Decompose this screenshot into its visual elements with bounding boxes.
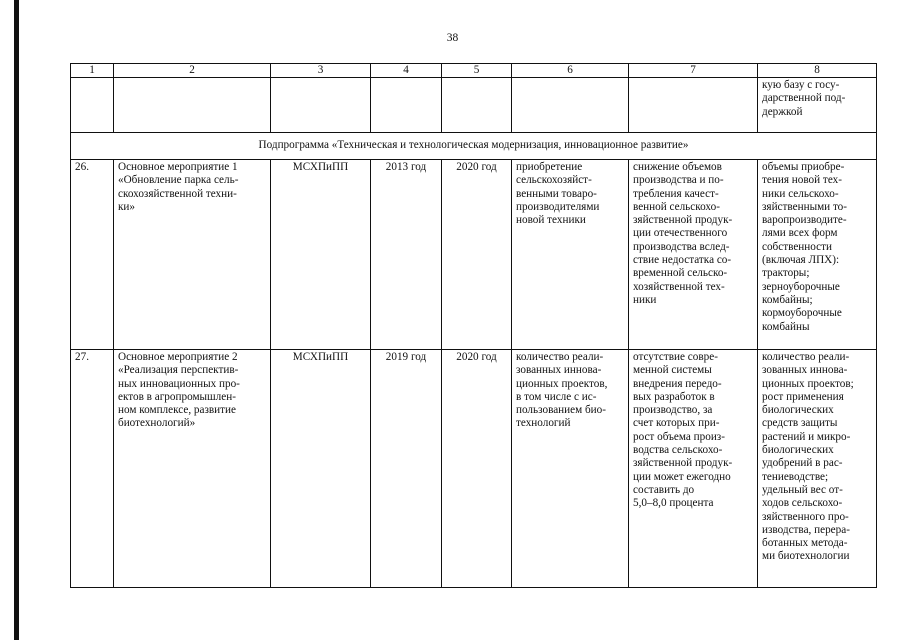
table-cell — [629, 78, 758, 133]
scan-left-edge-bar — [14, 0, 19, 640]
consequences: отсутствие совре- менной системы внедрения передо- вых разработок в производство, за счет которых при- рост объема произ- водства сельскохо- зяйственной продук- ции может ежегодно составить до 5,0–8,0 процента — [629, 350, 758, 588]
column-number: 1 — [71, 64, 114, 78]
column-number: 2 — [114, 64, 271, 78]
measures-table — [70, 63, 877, 588]
column-number: 5 — [442, 64, 512, 78]
table-cell — [271, 78, 371, 133]
subprogram-row — [71, 133, 877, 160]
measure-name: Основное мероприятие 2 «Реализация перспектив- ных инновационных про- ектов в агропромышлен- ном комплексе, развитие биотехнологий» — [114, 350, 271, 588]
indicators: количество реали- зованных иннова- ционных проектов; рост применения биологических средств защиты растений и микро- биологических удобрений в рас- тениеводстве; удельный вес от- ходов сельскохо- зяйственного про- изводства, перера- ботанных метода- ми биотехнологии — [758, 350, 877, 588]
column-number: 6 — [512, 64, 629, 78]
expected-result: приобретение сельскохозяйст- венными товаро- производителями новой техники — [512, 160, 629, 350]
continued-indicators-cell: кую базу с госу- дарственной под- держкой — [758, 78, 877, 133]
table-cell — [71, 78, 114, 133]
table-row — [71, 350, 877, 588]
table-cell — [442, 78, 512, 133]
table-cell — [512, 78, 629, 133]
executor: МСХПиПП — [271, 160, 371, 350]
table-cell — [114, 78, 271, 133]
start-year: 2013 год — [371, 160, 442, 350]
end-year: 2020 год — [442, 160, 512, 350]
end-year: 2020 год — [442, 350, 512, 588]
page-number: 38 — [446, 32, 459, 44]
table-row — [71, 160, 877, 350]
start-year: 2019 год — [371, 350, 442, 588]
indicators: объемы приобре- тения новой тех- ники сельскохо- зяйственными то- варопроизводите- лями всех форм собственности (включая ЛПХ): тракторы; зерноуборочные комбайны; кормоуборочные комбайны — [758, 160, 877, 350]
continuation-row — [71, 78, 877, 133]
column-number: 3 — [271, 64, 371, 78]
row-number: 26. — [71, 160, 114, 350]
column-number-row — [71, 64, 877, 78]
measure-name: Основное мероприятие 1 «Обновление парка сель- скохозяйственной техни- ки» — [114, 160, 271, 350]
subprogram-title: Подпрограмма «Техническая и технологическая модернизация, инновационное развитие» — [71, 133, 877, 160]
consequences: снижение объемов производства и по- требления качест- венной сельскохо- зяйственной продук- ции отечественного производства вслед- ствие недостатка со- временной сельско- хозяйственной тех- ники — [629, 160, 758, 350]
column-number: 4 — [371, 64, 442, 78]
table-cell — [371, 78, 442, 133]
column-number: 8 — [758, 64, 877, 78]
column-number: 7 — [629, 64, 758, 78]
expected-result: количество реали- зованных иннова- ционных проектов, в том числе с ис- пользованием био- технологий — [512, 350, 629, 588]
executor: МСХПиПП — [271, 350, 371, 588]
row-number: 27. — [71, 350, 114, 588]
